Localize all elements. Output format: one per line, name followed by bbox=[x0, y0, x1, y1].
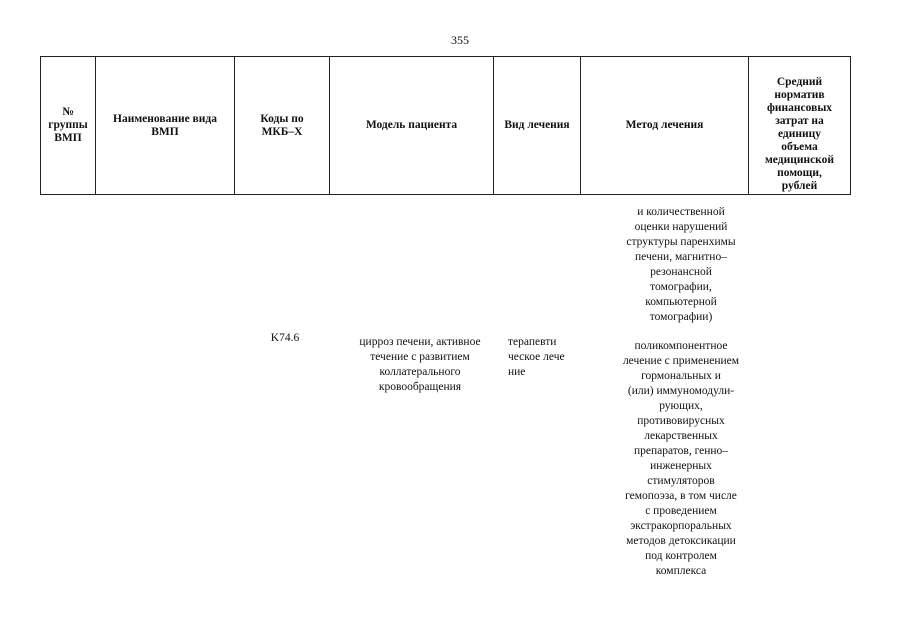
header-icd-codes: Коды по МКБ–Х bbox=[235, 57, 330, 195]
page-number: 355 bbox=[451, 33, 469, 47]
header-treatment-method: Метод лечения bbox=[581, 57, 749, 195]
method-continuation-cell: и количественной оценки нарушений структуры паренхимы печени, магнитно– резонансной томографии, компьютерной томографии) bbox=[626, 206, 736, 323]
treatment-type-cell: терапевти ческое лече ние bbox=[508, 336, 565, 378]
header-patient-model: Модель пациента bbox=[330, 57, 494, 195]
header-treatment-type: Вид лечения bbox=[494, 57, 581, 195]
header-cost-standard: Средний норматив финансовых затрат на единицу объема медицинской помощи, рублей bbox=[749, 57, 851, 195]
header-group-no: № группы ВМП bbox=[41, 57, 96, 195]
patient-model-cell: цирроз печени, активное течение с развитием коллатерального кровообращения bbox=[359, 336, 481, 393]
icd-code-cell: K74.6 bbox=[270, 332, 300, 344]
treatment-method-cell: поликомпонентное лечение с применением гормональных и (или) иммуномодули- рующих, противовирусных лекарственных препаратов, генно– инженерных стимуляторов гемопоэза, в том числе с проведением экстракорпоральных методов детоксикации под контролем комплекса bbox=[622, 340, 740, 577]
header-vmp-name: Наименование вида ВМП bbox=[96, 57, 235, 195]
table-header bbox=[40, 56, 851, 195]
